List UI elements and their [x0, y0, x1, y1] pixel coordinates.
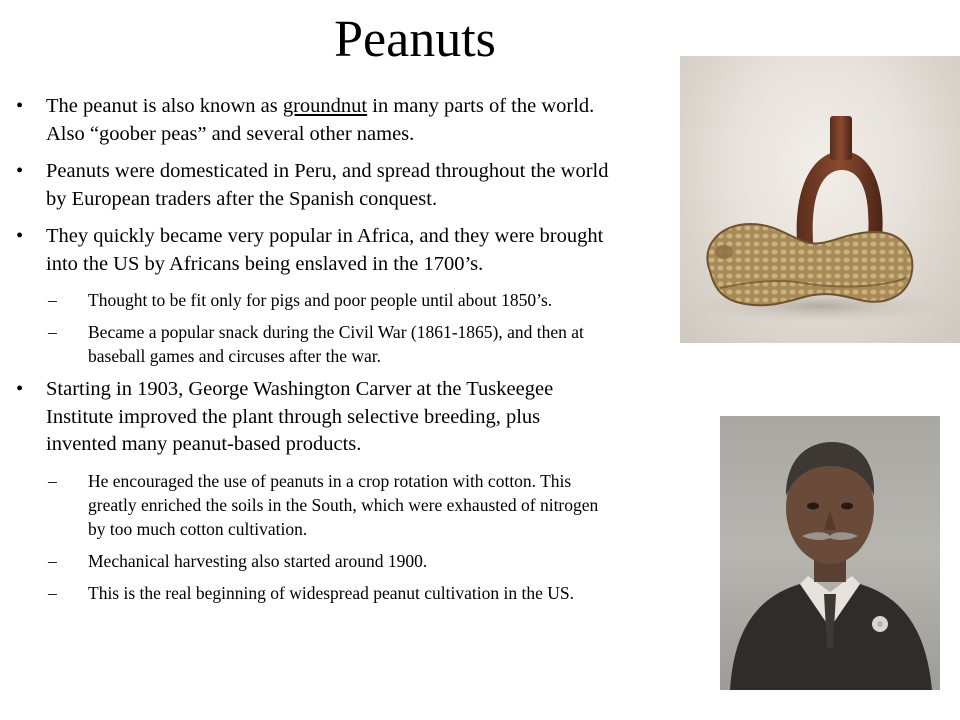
- sub-bullet-mark: –: [48, 582, 57, 603]
- carver-portrait-illustration: [720, 416, 940, 690]
- sub-bullet-mark: –: [48, 322, 57, 342]
- slide-title: Peanuts: [334, 11, 496, 68]
- bullet-text: The peanut is also known as: [46, 95, 283, 117]
- sub-bullet-text: Became a popular snack during the Civil War (1861-1865), and then at baseball games and circuses after the war.: [88, 322, 584, 366]
- carver-portrait-photo: [720, 416, 940, 690]
- bullet-mark: •: [16, 378, 24, 400]
- bullet-item: [14, 376, 614, 459]
- bullet-item: [14, 223, 614, 278]
- peanut-vessel-photo: [680, 56, 960, 343]
- bullet-text: Starting in 1903, George Washington Carver at the Tuskeegee Institute improved the plant through selective breeding, plus invented many peanut-based products.: [46, 378, 554, 455]
- sub-bullet-item: [14, 549, 614, 573]
- bullet-mark: •: [16, 95, 24, 117]
- underlined-term: groundnut: [282, 95, 368, 117]
- sub-bullet-item: [14, 581, 614, 605]
- sub-bullet-mark: –: [48, 550, 57, 571]
- sub-bullet-text: Thought to be fit only for pigs and poor people until about 1850’s.: [88, 290, 553, 310]
- bullet-text: Peanuts were domesticated in Peru, and spread throughout the world by European traders after the Spanish conquest.: [46, 160, 609, 210]
- sub-bullet-item: [14, 320, 614, 368]
- sub-bullet-mark: –: [48, 290, 57, 310]
- bullet-text: They quickly became very popular in Africa, and they were brought into the US by Africans being enslaved in the 1700’s.: [46, 225, 604, 275]
- bullet-text: in many parts of the world. Also “goober peas” and several other names.: [46, 95, 595, 145]
- bullet-mark: •: [16, 225, 24, 247]
- bullet-list: [14, 93, 614, 613]
- peanut-vessel-illustration: [680, 56, 960, 343]
- sub-bullet-mark: –: [48, 470, 57, 491]
- sub-bullet-text: This is the real beginning of widespread peanut cultivation in the US.: [88, 582, 575, 603]
- sub-bullet-item: [14, 288, 614, 312]
- bullet-item: [14, 93, 614, 148]
- bullet-mark: •: [16, 160, 24, 182]
- sub-bullet-text: He encouraged the use of peanuts in a crop rotation with cotton. This greatly enriched the soils in the South, which were exhausted of nitrogen by too much cotton cultivation.: [88, 470, 599, 539]
- bullet-item: [14, 158, 614, 213]
- sub-bullet-item: [14, 469, 614, 541]
- sub-bullet-text: Mechanical harvesting also started around 1900.: [88, 550, 428, 571]
